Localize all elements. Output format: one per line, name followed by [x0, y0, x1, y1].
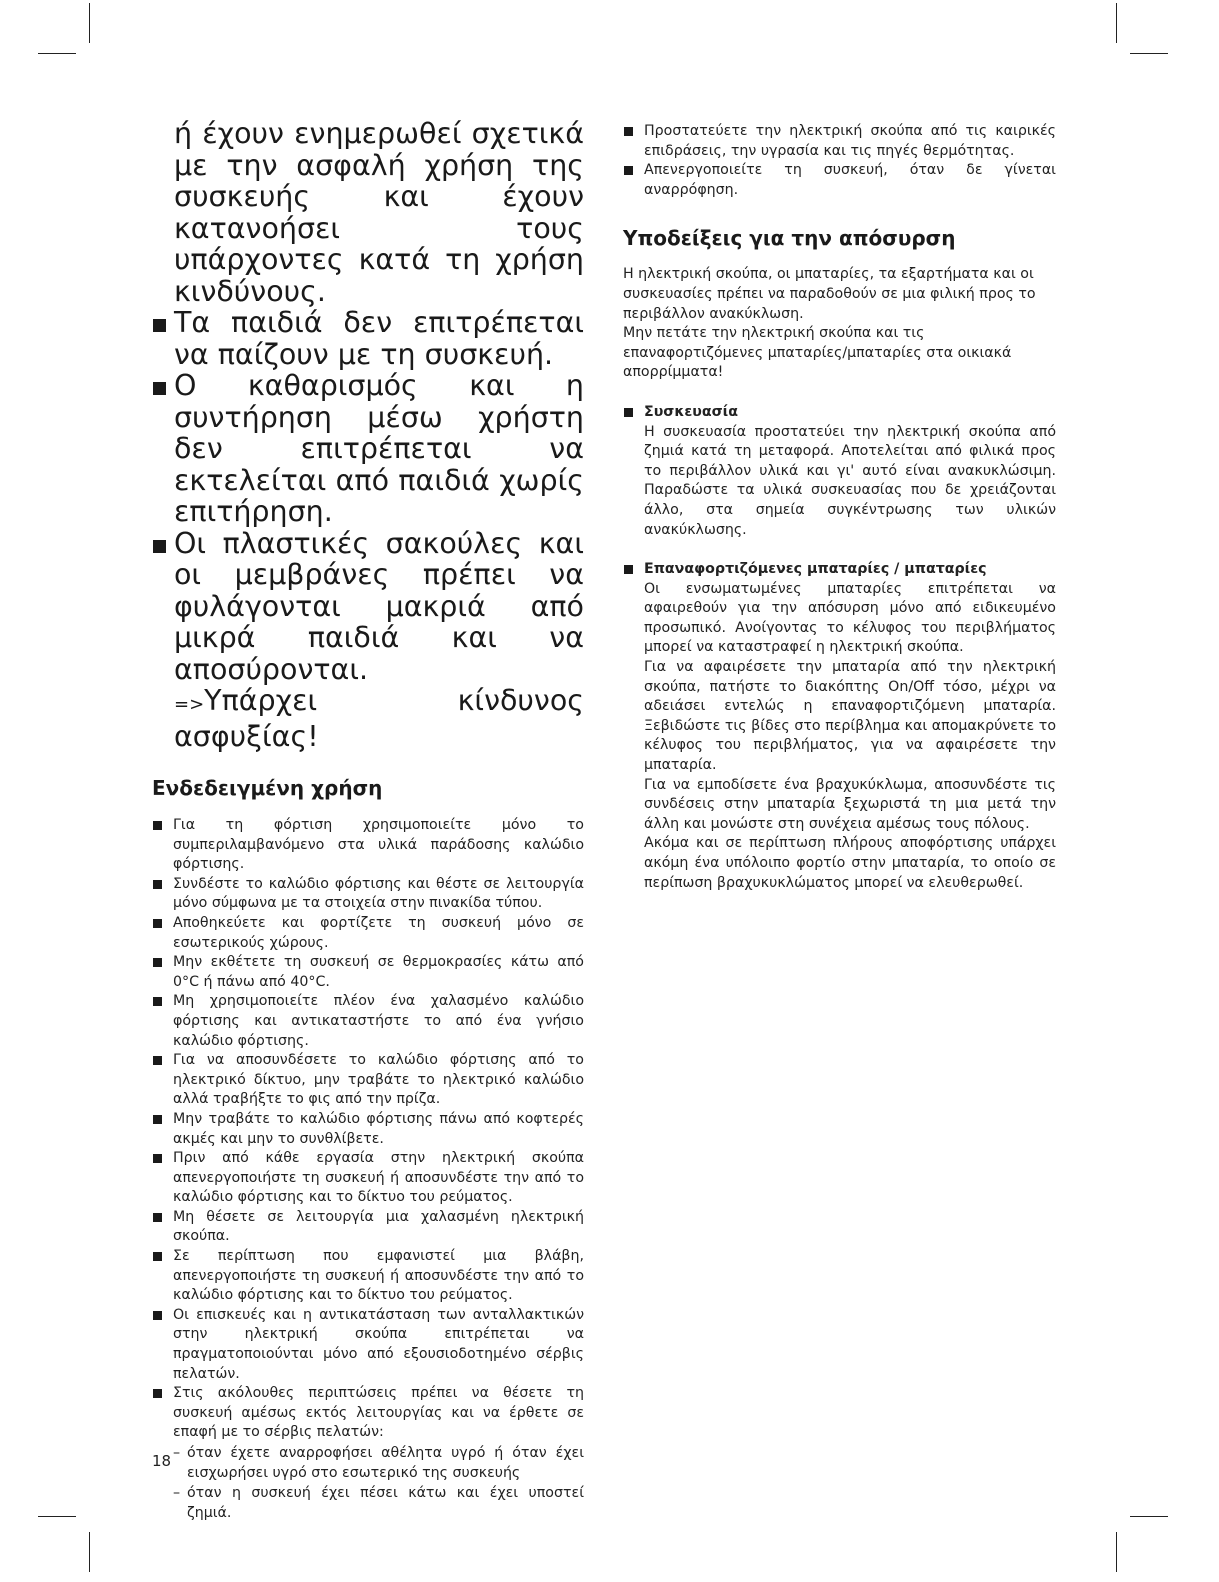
- bullet-square-icon: [624, 408, 633, 417]
- batteries-block: [623, 560, 1056, 893]
- continuation-paragraph: ή έχουν ενημερωθεί σχετικά με την ασφαλή χρήση της συσκευής και έχουν κατανοήσει τους υπάρχοντες κατά τη χρήση κινδύνους.: [174, 117, 584, 308]
- packaging-title: Συσκευασία: [644, 403, 738, 420]
- list-item: [152, 816, 584, 875]
- large-bullet-text: Ο καθαρισμός και η συντήρηση μέσω χρήστη δεν επιτρέπεται να εκτελείται από παιδιά χωρίς επιτήρηση.: [174, 369, 584, 528]
- crop-mark: [1130, 1516, 1168, 1517]
- large-bullet-item: [152, 307, 584, 370]
- bullet-square-icon: [153, 997, 162, 1006]
- bullet-square-icon: [153, 1154, 162, 1163]
- list-item-text: Μην τραβάτε το καλώδιο φόρτισης πάνω από κοφτερές ακμές και μην το συνθλίβετε.: [173, 1110, 584, 1147]
- list-item: [152, 1110, 584, 1149]
- suffocation-warning: [152, 685, 584, 752]
- list-item: [152, 992, 584, 1051]
- list-item-text: Για να αποσυνδέσετε το καλώδιο φόρτισης από το ηλεκτρικό δίκτυο, μην τραβάτε το ηλεκτρικό καλώδιο αλλά τραβήξτε το φις από την πρίζα.: [173, 1052, 584, 1108]
- list-item: [152, 914, 584, 953]
- crop-mark: [89, 3, 90, 43]
- list-item: [152, 1384, 584, 1523]
- list-item-text: Πριν από κάθε εργασία στην ηλεκτρική σκούπα απενεργοποιήστε τη συσκευή ή αποσυνδέστε την από το καλώδιο φόρτισης και το δίκτυο του ρεύματος.: [173, 1150, 584, 1206]
- crop-mark: [1116, 3, 1117, 43]
- sub-list-item: [173, 1484, 584, 1523]
- bullet-square-icon: [153, 1213, 162, 1222]
- list-item-text: Αποθηκεύετε και φορτίζετε τη συσκευή μόνο σε εσωτερικούς χώρους.: [173, 914, 584, 951]
- section-title-intended-use: Ενδεδειγμένη χρήση: [152, 776, 383, 800]
- list-item-text: Για τη φόρτιση χρησιμοποιείτε μόνο το συμπεριλαμβανόμενο στα υλικά παράδοσης καλώδιο φόρτισης.: [173, 817, 584, 873]
- list-item: [152, 1149, 584, 1208]
- list-item: [152, 1247, 584, 1306]
- batteries-paragraph: Για να αφαιρέσετε την μπαταρία από την ηλεκτρική σκούπα, πατήστε το διακόπτης On/Off τόσο, μέχρι να αδειάσει εντελώς η επαναφορτιζόμενη μπαταρία. Ξεβιδώστε τις βίδες στο περίβλημα και απομακρύνετε το κέλυφος του περιβλήματος, για να αφαιρέσετε την μπαταρία.: [644, 659, 1056, 774]
- bullet-square-icon: [153, 540, 166, 553]
- disposal-intro: Η ηλεκτρική σκούπα, οι μπαταρίες, τα εξαρτήματα και οι συσκευασίες πρέπει να παραδοθούν σε μια φιλική προς το περιβάλλον ανακύκλωση.: [623, 266, 1036, 322]
- warning-text: Υπάρχει κίνδυνος ασφυξίας!: [174, 684, 584, 753]
- list-item: [623, 122, 1056, 161]
- packaging-text: Η συσκευασία προστατεύει την ηλεκτρική σκούπα από ζημιά κατά τη μεταφορά. Αποτελείται από φιλικά προς το περιβάλλον υλικά και γι' αυτό είναι ανακυκλώσιμη. Παραδώστε τα υλικά συσκευασίας που δε χρειάζονται άλλο, στα σημεία συγκέντρωσης των υλικών ανακύκλωσης.: [644, 423, 1056, 538]
- bullet-square-icon: [153, 1115, 162, 1124]
- protection-list: [623, 122, 1056, 200]
- crop-mark: [1116, 1532, 1117, 1572]
- bullet-square-icon: [153, 1252, 162, 1261]
- left-column: [152, 118, 584, 1523]
- page-number: 18: [152, 1452, 172, 1470]
- list-item-text: Μη χρησιμοποιείτε πλέον ένα χαλασμένο καλώδιο φόρτισης και αντικαταστήστε το από ένα γνήσιο καλώδιο φόρτισης.: [173, 993, 584, 1049]
- batteries-paragraph: Για να εμποδίσετε ένα βραχυκύκλωμα, αποσυνδέστε τις συνδέσεις στην μπαταρία ξεχωριστά τη μια μετά την άλλη και μονώστε στη συνέχεια αμέσως τους πόλους.: [644, 776, 1056, 832]
- large-bullet-item: [152, 528, 584, 686]
- list-item: [623, 161, 1056, 200]
- crop-mark: [1130, 53, 1168, 54]
- list-item: [152, 875, 584, 914]
- bullet-square-icon: [153, 1311, 162, 1320]
- list-item: [152, 953, 584, 992]
- list-item-text: Οι επισκευές και η αντικατάσταση των ανταλλακτικών στην ηλεκτρική σκούπα επιτρέπεται να πραγματοποιούνται μόνο από εξουσιοδοτημένο σέρβις πελατών.: [173, 1306, 584, 1382]
- sub-list-item: [173, 1444, 584, 1483]
- large-bullet-item: [152, 370, 584, 528]
- bullet-square-icon: [153, 1056, 162, 1065]
- sub-list-item-text: όταν η συσκευή έχει πέσει κάτω και έχει υποστεί ζημιά.: [187, 1485, 584, 1521]
- list-item: [152, 1051, 584, 1110]
- batteries-paragraph: Οι ενσωματωμένες μπαταρίες επιτρέπεται να αφαιρεθούν για την απόσυρση μόνο από ειδικευμένο προσωπικό. Ανοίγοντας το κέλυφος του περιβλήματος μπορεί να καταστραφεί η ηλεκτρική σκούπα.: [644, 580, 1056, 656]
- section-title-disposal: Υποδείξεις για την απόσυρση: [623, 226, 956, 251]
- bullet-square-icon: [153, 821, 162, 830]
- dash-mark: –: [173, 1445, 181, 1461]
- bullet-square-icon: [624, 127, 633, 136]
- list-item-text: Συνδέστε το καλώδιο φόρτισης και θέστε σε λειτουργία μόνο σύμφωνα με τα στοιχεία στην πινακίδα τύπου.: [173, 875, 584, 912]
- disposal-warning: Μην πετάτε την ηλεκτρική σκούπα και τις επαναφορτιζόμενες μπαταρίες/μπαταρίες στα οικιακά απορρίμματα!: [623, 325, 1012, 381]
- crop-mark: [38, 1516, 76, 1517]
- list-item-text: Μη θέσετε σε λειτουργία μια χαλασμένη ηλεκτρική σκούπα.: [173, 1208, 584, 1245]
- large-bullet-text: Οι πλαστικές σακούλες και οι μεμβράνες πρέπει να φυλάγονται μακριά από μικρά παιδιά και να αποσύρονται.: [174, 526, 584, 686]
- crop-mark: [38, 53, 76, 54]
- crop-mark: [89, 1532, 90, 1572]
- bullet-square-icon: [153, 1389, 162, 1398]
- bullet-square-icon: [624, 565, 633, 574]
- list-item: [152, 1306, 584, 1384]
- bullet-square-icon: [153, 319, 166, 332]
- list-item-text: Προστατεύετε την ηλεκτρική σκούπα από τις καιρικές επιδράσεις, την υγρασία και τις πηγές θερμότητας.: [644, 123, 1056, 159]
- sub-list-item-text: όταν έχετε αναρροφήσει αθέλητα υγρό ή όταν έχει εισχωρήσει υγρό στο εσωτερικό της συσκευής: [187, 1445, 584, 1481]
- batteries-paragraph: Ακόμα και σε περίπτωση πλήρους αποφόρτισης υπάρχει ακόμη ένα υπόλοιπο φορτίο στην μπαταρία, το οποίο σε περίπωση βραχυκυκλώματος μπορεί να ελευθερωθεί.: [644, 835, 1056, 891]
- large-bullet-text: Τα παιδιά δεν επιτρέπεται να παίζουν με τη συσκευή.: [174, 306, 584, 371]
- bullet-square-icon: [153, 919, 162, 928]
- list-item-text: Μην εκθέτετε τη συσκευή σε θερμοκρασίες κάτω από 0°C ή πάνω από 40°C.: [173, 954, 584, 990]
- bullet-square-icon: [153, 880, 162, 889]
- packaging-block: [623, 403, 1056, 540]
- bullet-square-icon: [153, 958, 162, 967]
- list-item: [152, 1208, 584, 1247]
- list-item-text: Απενεργοποιείτε τη συσκευή, όταν δε γίνεται αναρρόφηση.: [644, 162, 1056, 198]
- large-safety-text: [152, 118, 584, 752]
- intended-use-list: [152, 816, 584, 1523]
- batteries-title: Επαναφορτιζόμενες μπαταρίες / μπαταρίες: [644, 561, 987, 578]
- dash-mark: –: [173, 1485, 181, 1502]
- right-column: [623, 122, 1056, 893]
- arrow-icon: =>: [174, 694, 205, 715]
- bullet-square-icon: [624, 166, 633, 175]
- bullet-square-icon: [153, 382, 166, 395]
- list-item-text: Στις ακόλουθες περιπτώσεις πρέπει να θέσετε τη συσκευή αμέσως εκτός λειτουργίας και να έρθετε σε επαφή με το σέρβις πελατών:: [173, 1385, 584, 1441]
- sub-list: [173, 1444, 584, 1523]
- list-item-text: Σε περίπτωση που εμφανιστεί μια βλάβη, απενεργοποιήστε τη συσκευή ή αποσυνδέστε την από το καλώδιο φόρτισης και το δίκτυο του ρεύματος.: [173, 1248, 584, 1304]
